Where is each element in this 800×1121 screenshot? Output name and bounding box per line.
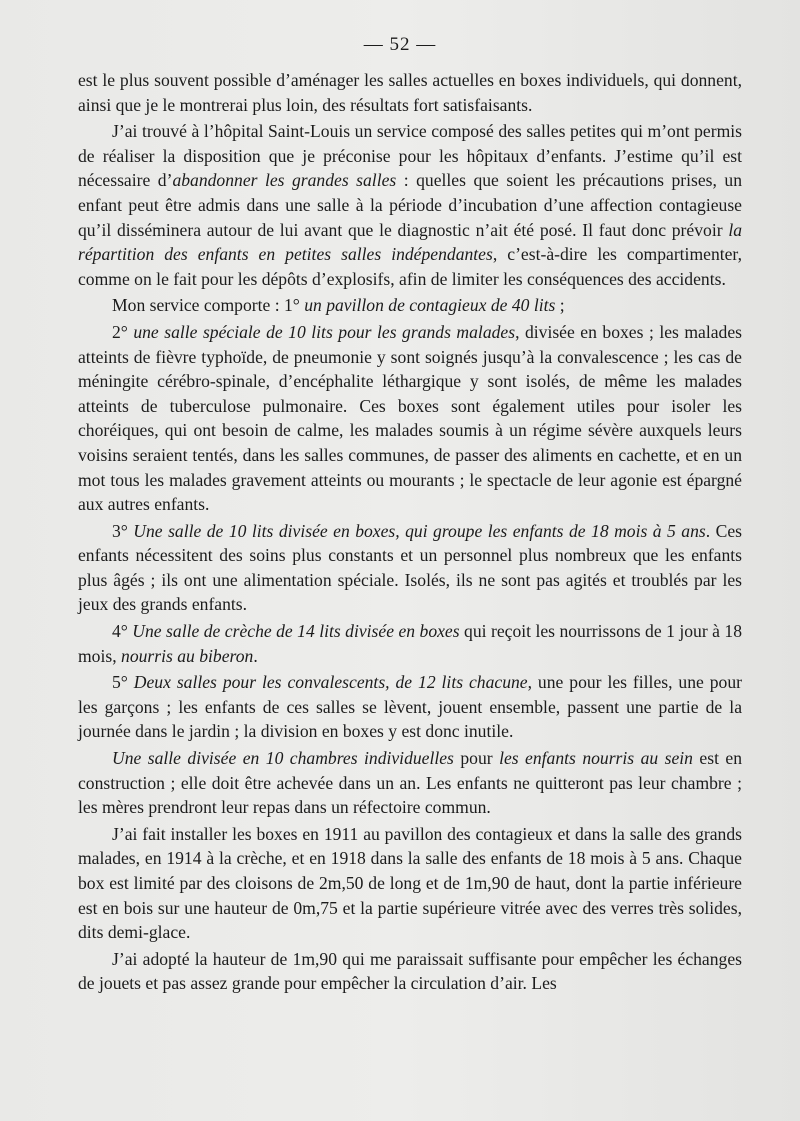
- text-run: 2°: [112, 321, 134, 342]
- italic-text: un pavillon de contagieux de 40 lits: [304, 295, 556, 316]
- text-run: , divisée en boxes ; les malades atteints de fièvre typhoïde, de pneumonie y sont soignés jusqu’à la convalescence ; les cas de méningite cérébro-spinale, d’encéphalite léthargique y sont isolés, de même les malades atteints de tuberculose pulmonaire. Ces boxes sont également utiles pour isoler les choréiques, qui ont besoin de calme, les malades soumis à un régime sévère auxquels leurs voisins seraient tentés, dans les salles communes, de passer des aliments en cachette, et en un mot tous les malades gravement atteints ou mourants ; le spectacle de leur agonie est épargné aux autres enfants.: [78, 321, 743, 515]
- paragraph: [78, 68, 742, 117]
- italic-text: la répartition des enfants en petites salles indépendantes: [78, 219, 742, 265]
- text-run: .: [253, 645, 258, 666]
- paragraph: [78, 746, 742, 820]
- paragraph: [78, 320, 742, 517]
- italic-text: une salle spéciale de 10 lits pour les grands malades: [133, 321, 516, 342]
- text-run: J’ai fait installer les boxes en 1911 au pavillon des contagieux et dans la salle des grands malades, en 1914 à la crèche, et en 1918 dans la salle des enfants de 18 mois à 5 ans. Chaque box est limité par des cloisons de 2m,50 de long et de 1m,90 de haut, dont la partie inférieure est en bois sur une hauteur de 0m,75 et la partie supérieure vitrée avec des verres très solides, dits demi-glace.: [78, 823, 742, 943]
- body-text: [78, 68, 742, 996]
- text-run: : quelles que soient les précautions prises, un enfant peut être admis dans une salle à la période d’incubation d’une affection contagieuse qu’il disséminera autour de lui avant que le diagnostic n’ait été posé. Il faut donc prévoir: [78, 170, 742, 240]
- text-run: , une pour les filles, une pour les garçons ; les enfants de ces salles se lèvent, jouent ensemble, passent une partie de la journée dans le jardin ; la division en boxes y est donc inutile.: [78, 672, 743, 742]
- text-run: 5°: [112, 672, 134, 693]
- text-run: pour: [453, 748, 500, 769]
- text-run: 3°: [112, 520, 134, 541]
- paragraph: [78, 119, 742, 291]
- italic-text: abandonner les grandes salles: [172, 170, 397, 191]
- text-run: . Ces enfants nécessitent des soins plus constants et un personnel plus nombreux que les enfants plus âgés ; ils ont une alimentation spéciale. Isolés, ils ne sont pas agités et troublés par les jeux des grands enfants.: [78, 520, 742, 615]
- text-run: J’ai trouvé à l’hôpital Saint-Louis un service composé des salles petites qui m’ont permis de réaliser la disposition que je préconise pour les hôpitaux d’enfants. J’estime qu’il est nécessaire d’: [78, 121, 742, 191]
- text-run: J’ai adopté la hauteur de 1m,90 qui me paraissait suffisante pour empêcher les échanges de jouets et pas assez grande pour empêcher la circulation d’air. Les: [78, 948, 742, 994]
- paragraph: [78, 670, 742, 744]
- text-run: est le plus souvent possible d’aménager les salles actuelles en boxes individuels, qui donnent, ainsi que je le montrerai plus loin, des résultats fort satisfaisants.: [78, 70, 742, 115]
- paragraph: [78, 519, 742, 617]
- paragraph: [78, 822, 742, 945]
- paragraph: [78, 619, 742, 668]
- italic-text: Deux salles pour les convalescents, de 12 lits chacune: [133, 672, 528, 693]
- italic-text: Une salle divisée en 10 chambres individuelles: [112, 748, 454, 769]
- italic-text: Une salle de crèche de 14 lits divisée en boxes: [132, 621, 460, 642]
- page-number: — 52 —: [363, 34, 437, 55]
- text-run: , c’est-à-dire les compartimenter, comme on le fait pour les dépôts d’explosifs, afin de limiter les conséquences des accidents.: [78, 244, 742, 289]
- italic-text: Une salle de 10 lits divisée en boxes, qui groupe les enfants de 18 mois à 5 ans: [133, 520, 706, 541]
- text-run: 4°: [112, 621, 133, 642]
- text-run: ;: [555, 295, 565, 316]
- italic-text: nourris au biberon: [121, 645, 254, 666]
- paragraph: [78, 947, 742, 996]
- italic-text: les enfants nourris au sein: [499, 748, 693, 769]
- text-run: qui reçoit les nourrissons de 1 jour à 18 mois,: [78, 621, 742, 666]
- paragraph: [78, 293, 742, 318]
- text-run: est en construction ; elle doit être achevée dans un an. Les enfants ne quitteront pas leur chambre ; les mères prendront leur repas dans un réfectoire commun.: [78, 748, 743, 818]
- text-run: Mon service comporte : 1°: [112, 295, 305, 316]
